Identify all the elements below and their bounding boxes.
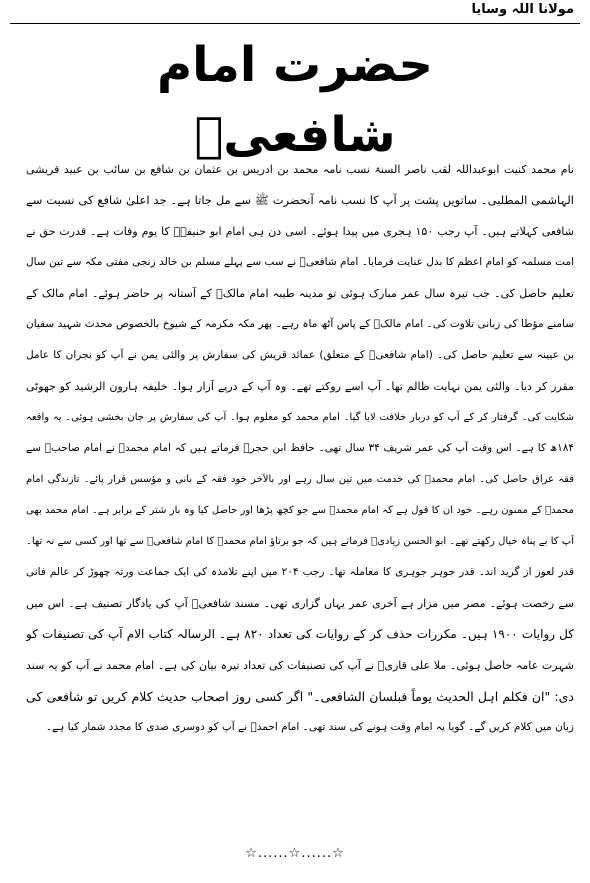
body-line: سے رخصت ہوئے۔ مصر میں مزار ہے آخری عمر یہاں گزاری تھی۔ مسند شافعیؒ آپ کی یادگار تصنیف ہے۔ اس میں	[26, 597, 574, 610]
body-line: الہاشمی المطلبی۔ ساتویں پشت پر آپ کا نسب نامہ آنحضرت ﷺ سے مل جاتا ہے۔ جد اعلیٰ شافع کی نسبت سے	[26, 193, 574, 207]
header-divider	[10, 23, 580, 24]
body-line: کل روایات ۱۹۰۰ ہیں۔ مکررات حذف کر کے روایات کی تعداد ۸۲۰ ہے۔ الرسالہ کتاب الام آپ کی تصنیفات کو	[26, 627, 574, 641]
body-line: تعلیم حاصل کی۔ جب تیرہ سال عمر مبارک ہوئی تو مدینہ طیبہ امام مالکؒ کے آستانہ پر حاضر ہوئے۔ امام مالک کے	[26, 287, 574, 300]
body-line: قدر لعوز از گرید اند۔ قدر جوہر جوہری کا معاملہ تھا۔ رجب ۲۰۴ میں اپنے تلامذہ کی ایک جماعت ورثہ چھوڑ کر عالم فانی	[26, 566, 574, 578]
body-line: شافعی کہلاتے ہیں۔ آپ رجب ۱۵۰ ہجری میں پیدا ہوئے۔ اسی دن ہی امام ابو حنیفہؒ کا یوم وفات ہے۔ قدرت حق نے	[26, 225, 574, 238]
body-line: نام محمد کنیت ابوعبداللہ لقب ناصر السنۃ نسب نامہ محمد بن ادریس بن عثمان بن شافع بن سائب بن عبید قریشی	[26, 163, 574, 176]
body-text	[26, 154, 574, 743]
body-line: دی: "ان فکلم اہل الحدیث یوماً فبلسان الشافعی۔" اگر کسی روز اصحاب حدیث کلام کریں تو شافعی کی	[26, 689, 574, 704]
footer-ornament: ☆......☆......☆	[245, 846, 345, 861]
body-line: شکایت کی۔ گرفتار کر کے آپ کو دربار خلافت لایا گیا۔ امام محمد کو معلوم ہوا۔ آپ کی سفارش پر جان بخشی ہوئی۔ یہ واقعہ	[26, 412, 574, 423]
body-line: محمدؒ کے ممنون رہے۔ خود ان کا قول ہے کہ امام محمدؒ سے جو کچھ پڑھا اور حاصل کیا وہ بار شتر کے برابر ہے۔ امام محمد بھی	[26, 505, 574, 516]
body-line: سامنے مؤطا کی زبانی تلاوت کی۔ امام مالکؒ کے پاس آٹھ ماہ رہے۔ پھر مکہ مکرمہ کے شیوخ بالخصوص محدث شہید سفیان	[26, 318, 574, 330]
body-line: بن عیینہ سے تعلیم حاصل کی۔ (امام شافعیؒ کے متعلق) عمائد قریش کی سفارش پر والئی یمن نے آپ کو نجران کا عامل	[26, 349, 574, 361]
body-line: امت مسلمہ کو امام اعظم کا بدل عنایت فرمایا۔ امام شافعیؒ نے سب سے پہلے مسلم بن خالد زنجی مفتی مکہ سے تین سال	[26, 256, 574, 268]
author-name: مولانا اللہ وسایا	[471, 2, 574, 17]
body-line: آپ کا بے پناہ خیال رکھتے تھے۔ ابو الحسن زیادیؒ فرماتے ہیں کہ جو برتاؤ امام محمدؒ کا امام شافعیؒ سے تھا اور کسی سے نہ تھا۔	[26, 536, 574, 547]
body-line: ۱۸۴ھ کا ہے۔ اس وقت آپ کی عمر شریف ۳۴ سال تھی۔ حافظ ابن حجرؒ فرماتے ہیں کہ امام محمدؒ نے امام صاحبؒ سے	[26, 442, 574, 454]
page-title: حضرت امام شافعیؒ	[156, 37, 434, 163]
body-line: فقہ عراق حاصل کی۔ امام محمدؒ کی خدمت میں تین سال رہے اور بالآخر خود فقہ کے بانی و مؤسس قرار پائے۔ تازندگی امام	[26, 474, 574, 485]
body-line: شہرت عامہ حاصل ہوئی۔ ملا علی قاریؒ نے آپ کی تصنیفات کی تعداد تیرہ بیان کی ہے۔ امام محمد نے آپ کو یہ سند	[26, 659, 574, 672]
body-line: مقرر کر دیا۔ والئی یمن نہایت ظالم تھا۔ آپ اسے روکتے تھے۔ وہ آپ کے درپے آزار ہوا۔ خلیفہ ہارون الرشید کو جھوٹی	[26, 380, 574, 393]
body-line: زبان میں کلام کریں گے۔ گویا یہ امام وقت ہونے کی سند تھی۔ امام احمدؒ نے آپ کو دوسری صدی کا مجدد شمار کیا ہے۔	[45, 721, 574, 733]
